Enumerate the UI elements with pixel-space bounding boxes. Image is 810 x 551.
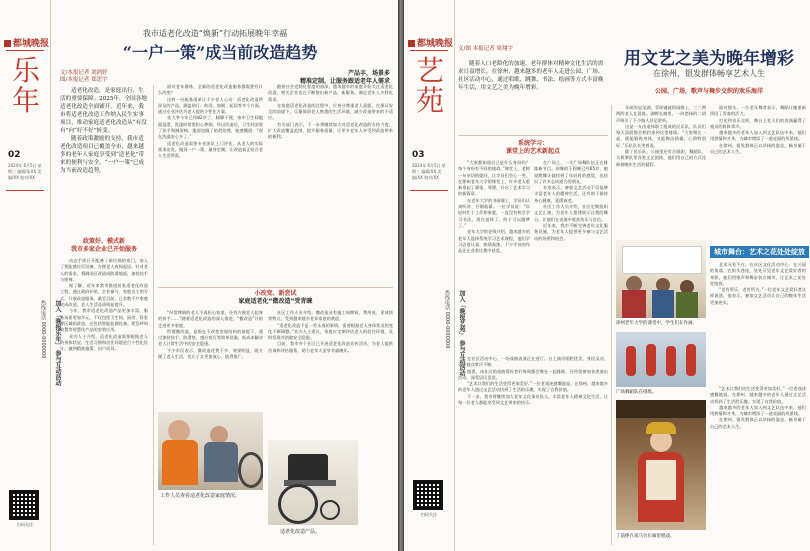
newspaper-page-right [404,0,810,551]
article-kicker: 在徐州，银发群体畅享艺术人生 [653,69,765,78]
section-heading-box: 城市舞台：艺术之花处处绽放 [710,246,809,258]
join-info: 加入「晚报乐年」 参与互动活动 [54,300,61,387]
qr-code-icon[interactable] [413,480,443,510]
article-column [710,105,806,235]
newspaper-page-left [0,0,398,551]
article-kicker: 我市适老化改造“焕新”行动拓展晚年幸福 [142,29,288,38]
paragraph: 社区工作人员介绍，社区定期组织文艺汇演，为老年人搭建展示自我的舞台，让他们在表演中收获快乐与自信。 [534,204,608,222]
article-photo-dance [616,332,706,387]
article-column [158,310,263,408]
article-column [268,84,393,284]
paragraph: 适老化改造需要专业团队上门评估，从老人的实际需求出发，做到一户一策、量身定制，让改造真正贴合老人生活所需。 [158,140,263,159]
paragraph: 动态手续日开配备了新位细的家门，加入了智能感应灯设备，方便老人夜间起居。针对老人的需求，将淋浴区改造成防滑地面，加装扶手与座椅。 [60,258,148,282]
article-lead [60,87,148,229]
byline-writer: 文/本报记者 刘润婷 [60,70,108,76]
paragraph: 越来越多的老年人加入到文艺队伍中来，他们用热情和才华，为城市增添了一道亮丽的风景线。 [710,130,806,142]
section-heading [60,238,148,254]
photo-caption: 广场舞蹈队在排练。 [616,390,657,395]
lead-paragraph: 适老化改造，是家庭出行、生活的重要保障。2025年，全国各地适老化改造全面铺开。近年来，我市将适老化改造工作纳入民生实事项目，推动家庭适老化改造从“有没有”向“好不好”转变。 [60,88,147,134]
column-rule [611,105,612,545]
article-headline: “一户一策”成当前改造趋势 [122,43,318,62]
qr-code-icon[interactable] [9,490,39,520]
section-heading [458,140,608,156]
paragraph: 据了解，近年来我市推进居家适老化改造工程，通过政府补贴、企业参与、家庭自主的方式，开展改造服务。截至目前，已有数千户家庭完成改造，老人生活品质明显提升。 [60,283,148,308]
paragraph: 据悉，该社区的戏曲爱好者们每周都会聚在一起排练，还经常参加各类演出活动，深受居民喜爱。 [458,368,608,380]
page-sidebar [0,0,61,551]
brand-logo-icon [408,40,415,47]
article-subhead: 公园、广场，歌声与舞步交织的欢乐海洋 [654,88,763,95]
paragraph: 在老年大学的书画课上，学员们认真听讲、仔细临摹。一位学员说：“年轻时忙于工作和家庭，一直没有机会学习书法，现在退休了，终于可以圆梦了。” [458,197,530,228]
byline-photo: 图/本报记者 郑思宇 [60,77,108,83]
subhead-line: 精准定制，让服务跟适老年人需求 [299,78,390,85]
paragraph: 目前，我市多个社区已开展适老化改造宣传活动，为老人提供咨询和评估服务，助力老年人安享幸福晚年。 [268,341,393,353]
paragraph: 这样一份服务清单让不少老人心动：适老化改造所涉及的产品，涵盖助行、助浴、如厕、起居等多个方面，通过专业评估为老人提供个性化方案。 [158,96,263,115]
lead-paragraph: 随着政策激励的支持，我市适老化改造项目已覆盖全市，越来越多的老年人家庭享受到“适老化”带来的便利与安全。“一户一策”已成为当前改造趋势。 [60,136,145,174]
paragraph: 老年大学的老师介绍，越来越多的老年人选择系统学习艺术课程，他们学习态度认真、热情高涨，不少学员的作品还在各类比赛中获奖。 [458,229,530,254]
brand-text: 都城晚报 [417,39,454,49]
paragraph: 下一步，我市将继续加大老年文化事业投入，丰富老年人精神文化生活，让每一位老人都能享受到文艺带来的快乐。 [458,393,608,406]
photo-caption: 丁前捧在戏马台长廊里唱戏。 [616,534,675,539]
qr-caption: 扫码关注 [17,522,33,527]
section-heading-line: 课堂上的艺术新起点 [505,148,560,155]
article-headline: 用文艺之美为晚年增彩 [624,49,794,69]
issue-meta: 2024年 6月5日 星期三 编辑/张XX 美编/XX 校对/XX [8,163,42,180]
paragraph: “适老化改造不是一劳永逸的事情，需要根据老人身体状况的变化不断调整。”业内人士建议，家庭应定期评估老人的居住环境，及时发现并消除安全隐患。 [268,322,393,341]
paragraph: 今年，我市适老化改造产品更加丰富，服务场景更加多元，不仅包括卫生间、厨房、卧室等区域的改造，还包括智能监测设备、紧急呼叫装置等智慧化产品的安装应用。 [60,308,148,333]
page-number: 03 [412,150,425,160]
section-heading-line: 系统学习： [517,140,548,147]
lead-paragraph: 随着人口老龄化的加速，老年群体对精神文化生活的需求日益增长。在徐州，越来越多的老年人走进公园、广场、社区活动中心，通过唱歌、跳舞、书法、绘画等方式丰富晚年生活，用文艺之美为晚年增彩。 [458,61,604,91]
page-number: 02 [8,150,21,160]
article-column [710,386,806,544]
article-column [458,160,530,350]
divider [6,50,44,51]
paragraph: 艺术无处不在。在社区文化活动中心、在公园的角落、在街头巷尾，处处可见老年文艺爱好者的身影，他们用歌声和舞步装点城市，让艺术之花处处绽放。 [710,262,806,286]
paragraph: 在社区活动中心，一场戏曲表演正在进行。台上演员唱腔优美、身段灵动，台下观众掌声不断。 [458,356,608,368]
paragraph: 在家庭适老化改造的过程中，应充分尊重老人意愿，在保证安全的前提下，尽量保留老人熟悉的生活环境，减少改造带来的不适应。 [268,102,393,121]
page-sidebar [404,0,465,551]
section-heading-line: 我市多家企业已开始服务 [70,246,137,253]
divider [6,190,44,191]
article-column [458,356,608,544]
paragraph: 面对镜头，一位老年舞者表示，舞蹈让她重新找回了青春的活力。 [710,105,806,117]
photo-caption: 适老化改造产品。 [280,529,321,535]
section-heading-line: 小改变、新尝试 [254,290,297,297]
article-column [710,262,806,382]
article-byline [60,70,150,84]
paragraph: 有关部门表示，下一步将继续加大对适老化改造的支持力度，扩大改造覆盖范围，提升服务质量，让更多老年人享受到改造带来的便利。 [268,121,393,140]
divider [410,190,448,191]
hotline-info: 热线电话 0000-0000000 [444,290,450,349]
newspaper-brand [4,36,49,49]
paragraph: 除了民乐队，公园里还有合唱团、舞蹈队、太极拳队等各类文艺团体，他们用自己的方式诠释着晚年生活的精彩。 [616,149,706,167]
brand-text: 都城晚报 [13,39,50,49]
article-photo-opera [616,400,706,530]
paragraph: 专家表示，参加文艺活动不仅能够丰富老年人的精神生活，还有助于保持身心健康，延缓衰老。 [534,185,608,203]
paragraph: 近年来，我市不断完善老年文化服务设施，为老年人提供更多参与文艺活动的场所和机会。 [534,222,608,241]
photo-caption: 徐州老年大学的课堂中，学生们在作画。 [616,321,697,326]
photo-caption: 工作人员查看适老化改造家庭情况。 [160,493,241,499]
article-photo-worker [158,412,263,490]
section-heading-line: 政策好、模式新 [82,238,125,245]
paragraph: 在广场上，一支广场舞队伍正在排练新节目。领舞的王阿姨已经65岁，她说跳舞让她找到了年轻时的感觉，也结识了许多志同道合的朋友。 [534,160,608,184]
paragraph: “老有所乐，老有所为。”一位老年文艺爱好者这样说道。他表示，参加文艺活动让自己的晚年生活更加充实。 [710,287,806,305]
article-column [534,160,608,350]
paragraph: 所谓微改造，是指在不改变房屋结构的前提下，通过加装扶手、防滑垫、感应夜灯等简单设施，低成本解决老人日常生活中的安全隐患。 [158,328,263,347]
brand-logo-icon [4,40,11,47]
paragraph: 在徐州，银发群体正以昂扬的姿态，畅享属于自己的艺术人生。 [710,142,806,155]
section-title: 乐年 [11,54,40,117]
section-heading [158,290,393,306]
paragraph: 这是一支由退休职工组成的民乐队，队员们每天清晨都会相约来到这里排练。“大家聚在一起，既能锻炼身体，又能陶冶情操，心情特别好。”乐队队长笑着说。 [616,123,706,148]
subhead-line: 产品丰，场景多 [347,70,390,77]
paragraph: “艺术让我们的生活变得更加美好。”一位老戏迷感慨地说。在徐州，越来越多的老年人通过文艺活动找到了生活的乐趣，实现了自我价值。 [458,381,608,393]
divider [458,135,608,136]
newspaper-brand [408,36,453,49]
article-lead [458,60,608,132]
paragraph: “经常摔倒的老人不再担心家里，还有方便老人起身的扶手……”随着适老化改造的深入推进，“微改造”开始走进更多家庭。 [158,310,263,328]
section-title: 艺苑 [415,54,444,117]
article-photo-class [616,240,706,318]
paragraph: 张大爷今年已经82岁了，腿脚不便，家中卫生间地面湿滑，洗澡时常常担心摔倒。经过改造后，卫生间安装了扶手和淋浴椅，地面也做了防滑处理，他感慨道：“现在洗澡安心多了。” [158,115,263,140]
divider [410,50,448,51]
section-heading-line: 家庭适老化“微改造”受青睐 [238,298,313,305]
issue-meta: 2024年 6月5日 星期三 编辑/XX 美编/XX 校对/XX [412,163,446,180]
paragraph: 打光和音乐交织，舞台上老人们的表演赢得了观众的阵阵掌声。 [710,117,806,129]
paragraph: 在徐州，银发群体正以昂扬的姿态，畅享属于自己的艺术人生。 [710,417,806,429]
paragraph: 社区工作人员介绍，微改造具有施工周期短、费用低、见效快等特点，受到越来越多老年家庭的欢迎。 [268,310,393,322]
hotline-info: 热线电话 0000-0000000 [40,300,46,359]
paragraph: 不少市民表示，微改造花费不多、效果明显，既方便了老人生活，也让子女更加放心，值得推广。 [158,347,263,360]
article-column [158,84,263,284]
paragraph: “艺术让我们的生活变得更加美好。”一位老戏迷感慨地说。在徐州，越来越多的老年人通过文艺活动找到了生活的乐趣，实现了自我价值。 [710,386,806,404]
paragraph: 面对老年群体，全新的适老化改造服务都需要有什么改变？ [158,84,263,96]
article-byline: 文/图 本报记者 周翔宇 [458,46,513,52]
paragraph: 年前的冠龙湖，青砖铺就的园路上，三三两两的老人在晨练。湖畔长廊里，一阵悠扬的二胡声吸引了不少路人驻足聆听。 [616,105,706,123]
column-rule [153,85,154,545]
paragraph: “大家都知道自己是什么身份吗？每个身份有不同的使命。”课堂上，老师一句亲切的提问，让学员们会心一笑。在徐州老年大学的课堂上，许多老人重新拿起了画笔、琴谱，开启了艺术学习的新篇章。 [458,160,530,197]
article-column [616,105,706,235]
article-photo-product [268,440,358,525]
paragraph: 越来越多的老年人加入到文艺队伍中来，他们用热情和才华，为城市增添了一道亮丽的风景线。 [710,404,806,417]
article-column [60,258,148,544]
qr-caption: 扫码关注 [421,512,437,517]
divider [158,287,393,288]
join-info: 加入「晚报艺苑」 参与互动活动 [458,290,465,377]
paragraph: 业内人士介绍，适老化改造需要根据老人的身体状况、生活习惯和居住环境进行个性化设计，做到精准施策、因户而异。 [60,333,148,352]
paragraph: 随着社会老龄化程度的加深，越来越多的家庭开始关注适老化改造，相关企业也在不断推出新产品、新服务，满足老年人多样化需求。 [268,84,393,102]
